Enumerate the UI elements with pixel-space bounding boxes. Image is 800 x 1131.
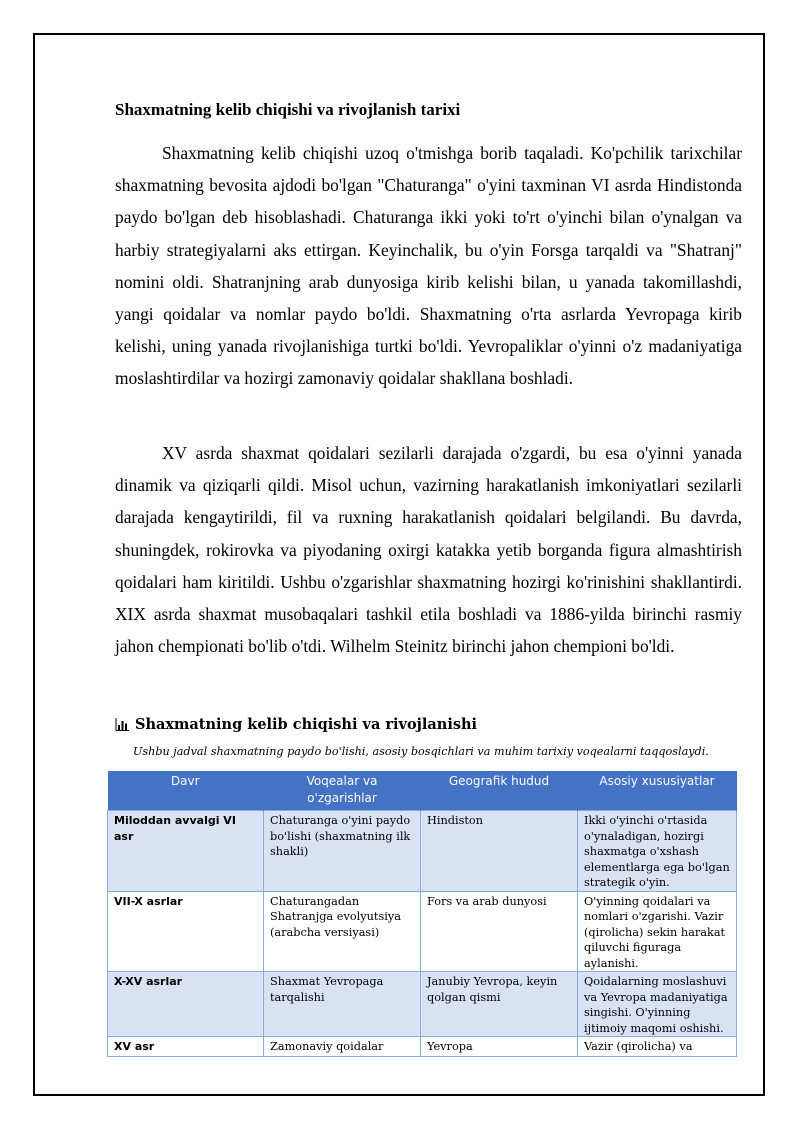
column-header-features: Asosiy xususiyatlar (578, 771, 737, 811)
table-row (108, 811, 737, 892)
table-cell: Qoidalarning moslashuvi va Yevropa madaniyatiga singishi. O'yinning ijtimoiy maqomi oshishi. (578, 972, 737, 1037)
document-title: Shaxmatning kelib chiqishi va rivojlanish tarixi (115, 100, 461, 119)
bar-chart-icon (115, 718, 129, 731)
table-cell: Miloddan avvalgi VI asr (108, 811, 264, 892)
table-cell: Chaturangadan Shatranjga evolyutsiya (arabcha versiyasi) (264, 891, 421, 972)
paragraph-rules-change: XV asrda shaxmat qoidalari sezilarli darajada o'zgardi, bu esa o'yinni yanada dinamik va qiziqarli qildi. Misol uchun, vazirning harakatlanish imkoniyatlari sezilarli darajada kengaytirildi, fil va ruxning harakatlanish qoidalari belgilandi. Bu davrda, shuningdek, rokirovka va piyodaning oxirgi katakka yetib borganda figura almashtirish qoidalari ham kiritildi. Ushbu o'zgarishlar shaxmatning hozirgi ko'rinishini shakllantirdi. XIX asrda shaxmat musobaqalari tashkil etila boshladi va 1886-yilda birinchi rasmiy jahon chempionati bo'lib o'tdi. Wilhelm Steinitz birinchi jahon chempioni bo'ldi. (115, 443, 742, 657)
table-header-row (108, 771, 737, 811)
table-row (108, 891, 737, 972)
table-cell: Zamonaviy qoidalar (264, 1037, 421, 1057)
column-header-region: Geografik hudud (421, 771, 578, 811)
table-cell: X-XV asrlar (108, 972, 264, 1037)
table-description: Ushbu jadval shaxmatning paydo bo'lishi, asosiy bosqichlari va muhim tarixiy voqealarni taqqoslaydi. (133, 745, 709, 758)
history-table (107, 771, 737, 1057)
table-cell: Vazir (qirolicha) va (578, 1037, 737, 1057)
table-cell: Hindiston (421, 811, 578, 892)
table-cell: Yevropa (421, 1037, 578, 1057)
table-caption-text: Shaxmatning kelib chiqishi va rivojlanishi (135, 716, 478, 733)
table-cell: Chaturanga o'yini paydo bo'lishi (shaxmatning ilk shakli) (264, 811, 421, 892)
column-header-events: Voqealar va o'zgarishlar (264, 771, 421, 811)
table-cell: Ikki o'yinchi o'rtasida o'ynaladigan, hozirgi shaxmatga o'xshash elementlarga ega bo'lgan strategik o'yin. (578, 811, 737, 892)
table-cell: Janubiy Yevropa, keyin qolgan qismi (421, 972, 578, 1037)
table-cell: VII-X asrlar (108, 891, 264, 972)
table-cell: Shaxmat Yevropaga tarqalishi (264, 972, 421, 1037)
table-row (108, 972, 737, 1037)
table-caption (115, 716, 477, 733)
column-header-period: Davr (108, 771, 264, 811)
table-cell: Fors va arab dunyosi (421, 891, 578, 972)
table-cell: XV asr (108, 1037, 264, 1057)
table-cell: O'yinning qoidalari va nomlari o'zgarishi. Vazir (qirolicha) sekin harakat qiluvchi figuraga aylanishi. (578, 891, 737, 972)
table-row (108, 1037, 737, 1057)
paragraph-origin: Shaxmatning kelib chiqishi uzoq o'tmishga borib taqaladi. Ko'pchilik tarixchilar shaxmatning bevosita ajdodi bo'lgan "Chaturanga" o'yini taxminan VI asrda Hindistonda paydo bo'lgan deb hisoblashadi. Chaturanga ikki yoki to'rt o'yinchi bilan o'ynalgan va harbiy strategiyalarni aks ettirgan. Keyinchalik, bu o'yin Forsga tarqaldi va "Shatranj" nomini oldi. Shatranjning arab dunyosiga kirib kelishi bilan, u yanada takomillashdi, yangi qoidalar va nomlar paydo bo'ldi. Shaxmatning o'rta asrlarda Yevropaga kirib kelishi, uning yanada rivojlanishiga turtki bo'ldi. Yevropaliklar o'yinni o'z madaniyatiga moslashtirdilar va hozirgi zamonaviy qoidalar shakllana boshladi. (115, 143, 742, 389)
